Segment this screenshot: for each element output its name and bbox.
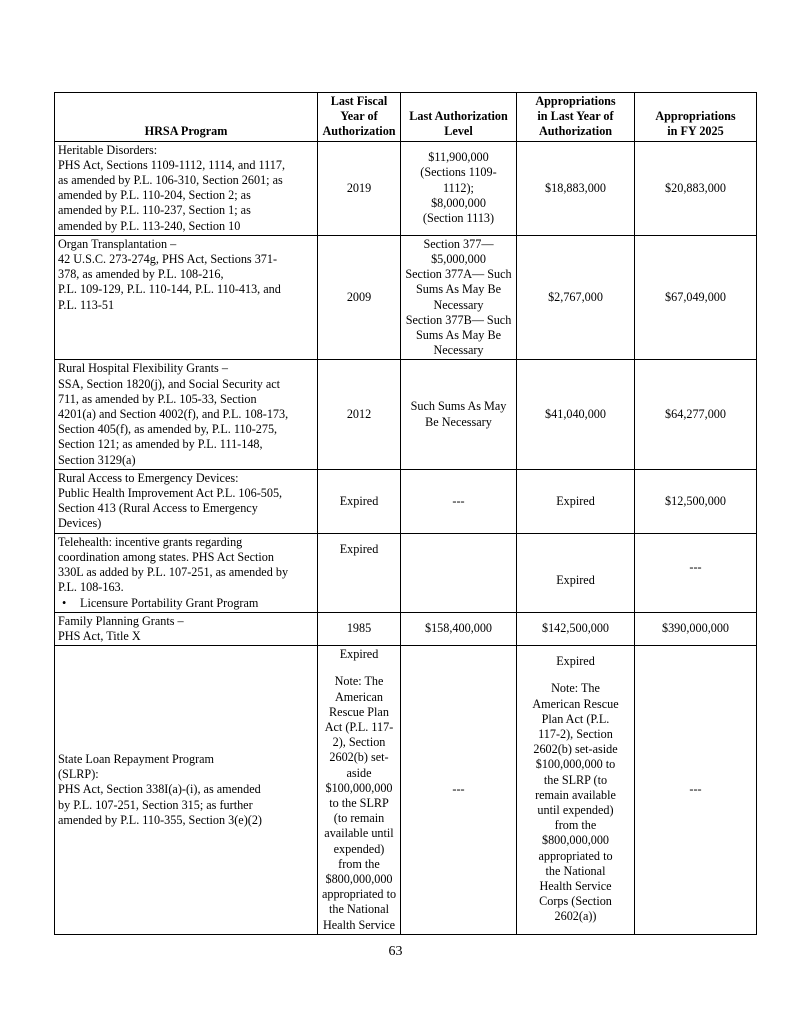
- approp-2025-cell: ---: [635, 646, 757, 935]
- approp-2025-cell: $390,000,000: [635, 612, 757, 645]
- bullet-item: • Licensure Portability Grant Program: [58, 596, 314, 611]
- last-fy-cell: 2019: [318, 141, 401, 235]
- last-fy-cell: 2009: [318, 235, 401, 360]
- level-cell: $158,400,000: [401, 612, 517, 645]
- header-hrsa-program: HRSA Program: [55, 93, 318, 142]
- last-fy-cell: Expired Note: The American Rescue Plan Act (P.L. 117- 2), Section 2602(b) set- aside $100,000,000 to the SLRP (to remain available until expended) from the $800,000,000 appropriated to the National Health Service: [318, 646, 401, 935]
- header-last-authorization-level: Last Authorization Level: [401, 93, 517, 142]
- program-cell: Rural Access to Emergency Devices: Public Health Improvement Act P.L. 106-505, Section 413 (Rural Access to Emergency Devices): [55, 469, 318, 533]
- table-row: [55, 141, 757, 235]
- table-row: [55, 612, 757, 645]
- program-cell: Organ Transplantation – 42 U.S.C. 273-274g, PHS Act, Sections 371- 378, as amended by P.L. 108-216, P.L. 109-129, P.L. 110-144, P.L. 110-413, and P.L. 113-51: [55, 235, 318, 360]
- table-row: [55, 646, 757, 935]
- level-cell: $11,900,000 (Sections 1109- 1112); $8,000,000 (Section 1113): [401, 141, 517, 235]
- program-cell: Rural Hospital Flexibility Grants – SSA, Section 1820(j), and Social Security act 711, as amended by P.L. 105-33, Section 4201(a) and Section 4002(f), and P.L. 108-173, Section 405(f), as amended by, P.L. 110-275, Section 121; as amended by P.L. 111-148, Section 3129(a): [55, 360, 318, 469]
- level-cell: ---: [401, 646, 517, 935]
- level-cell: [401, 533, 517, 612]
- last-fy-cell: 2012: [318, 360, 401, 469]
- last-fy-cell: Expired: [318, 533, 401, 612]
- level-cell: ---: [401, 469, 517, 533]
- table-row: [55, 360, 757, 469]
- last-fy-cell: 1985: [318, 612, 401, 645]
- header-appropriations-fy2025: Appropriations in FY 2025: [635, 93, 757, 142]
- program-cell: State Loan Repayment Program (SLRP): PHS Act, Section 338I(a)-(i), as amended by P.L. 107-251, Section 315; as further amended by P.L. 110-355, Section 3(e)(2): [55, 646, 318, 935]
- approp-last-cell: $18,883,000: [517, 141, 635, 235]
- approp-last-cell: $41,040,000: [517, 360, 635, 469]
- approp-2025-cell: $67,049,000: [635, 235, 757, 360]
- level-cell: Such Sums As May Be Necessary: [401, 360, 517, 469]
- level-cell: Section 377— $5,000,000 Section 377A— Such Sums As May Be Necessary Section 377B— Such Sums As May Be Necessary: [401, 235, 517, 360]
- approp-last-cell: $142,500,000: [517, 612, 635, 645]
- header-appropriations-last-year: Appropriations in Last Year of Authorization: [517, 93, 635, 142]
- approp-last-cell: $2,767,000: [517, 235, 635, 360]
- header-last-fiscal-year: Last Fiscal Year of Authorization: [318, 93, 401, 142]
- program-cell: Family Planning Grants – PHS Act, Title X: [55, 612, 318, 645]
- table-row: [55, 469, 757, 533]
- approp-2025-cell: $12,500,000: [635, 469, 757, 533]
- approp-2025-cell: ---: [635, 533, 757, 612]
- approp-last-cell: Expired: [517, 469, 635, 533]
- page-number: 63: [388, 944, 403, 959]
- program-cell: Heritable Disorders: PHS Act, Sections 1109-1112, 1114, and 1117, as amended by P.L. 106-310, Section 2601; as amended by P.L. 110-204, Section 2; as amended by P.L. 110-237, Section 1; as amended by P.L. 113-240, Section 10: [55, 141, 318, 235]
- approp-last-cell: Expired: [517, 533, 635, 612]
- approp-2025-cell: $20,883,000: [635, 141, 757, 235]
- approp-2025-cell: $64,277,000: [635, 360, 757, 469]
- appropriations-table: [54, 92, 757, 935]
- program-cell: Telehealth: incentive grants regarding coordination among states. PHS Act Section 330L as added by P.L. 107-251, as amended by P.L. 108-163. • Licensure Portability Grant Program: [55, 533, 318, 612]
- table-row: [55, 533, 757, 612]
- last-fy-cell: Expired: [318, 469, 401, 533]
- header-row: [55, 93, 757, 142]
- table-row: [55, 235, 757, 360]
- approp-last-cell: Expired Note: The American Rescue Plan Act (P.L. 117-2), Section 2602(b) set-aside $100,000,000 to the SLRP (to remain available until expended) from the $800,000,000 appropriated to the National Health Service Corps (Section 2602(a)): [517, 646, 635, 935]
